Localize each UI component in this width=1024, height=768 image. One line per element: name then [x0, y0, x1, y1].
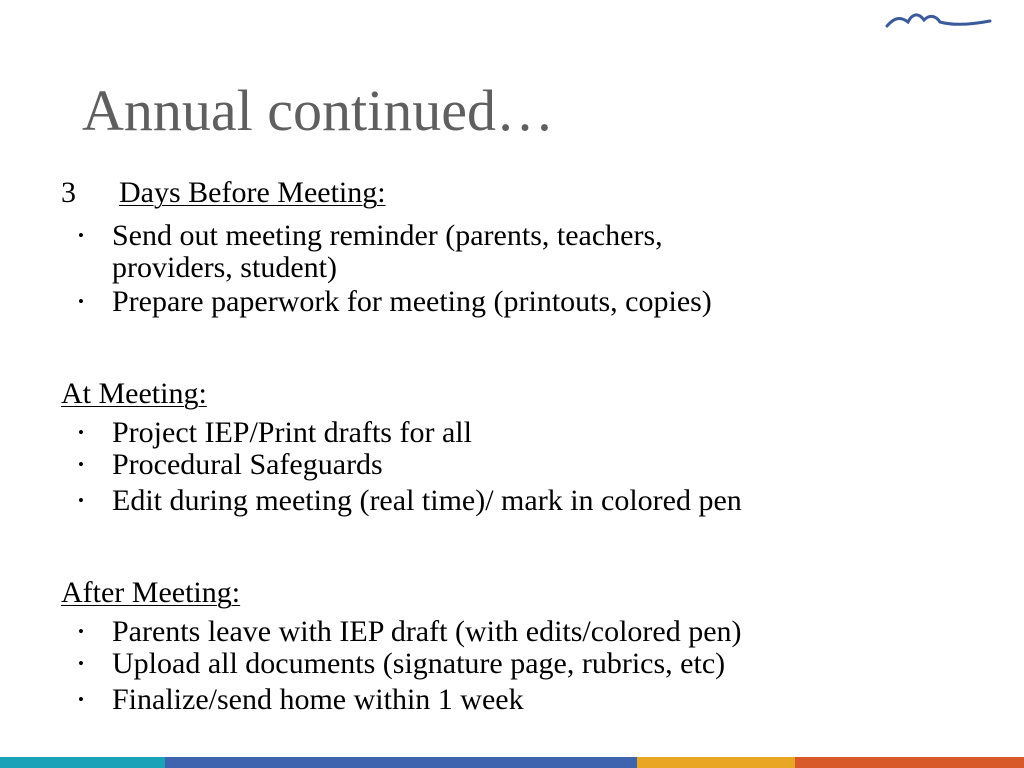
- footer-band-gold: [637, 757, 795, 768]
- section-heading-after-meeting: [61, 576, 240, 610]
- footer-band-orange: [795, 757, 1024, 768]
- list-item-line: Parents leave with IEP draft (with edits/colored pen): [112, 615, 742, 648]
- list-item: [78, 684, 524, 716]
- footer-band-teal: [0, 757, 165, 768]
- list-item-line: Prepare paperwork for meeting (printouts, copies): [112, 285, 712, 318]
- list-item: [78, 449, 383, 481]
- section-number: 3: [61, 176, 76, 209]
- list-item: [78, 616, 742, 648]
- list-item-line: providers, student): [112, 251, 337, 284]
- bullet-icon: •: [78, 423, 84, 442]
- bullet-icon: •: [78, 226, 84, 245]
- list-item-line: Upload all documents (signature page, rubrics, etc): [112, 647, 726, 680]
- list-item: [78, 220, 663, 284]
- section-heading-label: Days Before Meeting:: [119, 176, 386, 209]
- list-item: [78, 417, 472, 449]
- bullet-icon: •: [78, 690, 84, 709]
- bullet-icon: •: [78, 654, 84, 673]
- section-heading-label: At Meeting:: [61, 377, 207, 410]
- bullet-icon: •: [78, 622, 84, 641]
- list-item-line: Edit during meeting (real time)/ mark in colored pen: [112, 484, 742, 517]
- mountain-logo-icon: [884, 8, 994, 32]
- bullet-icon: •: [78, 491, 84, 510]
- section-heading-at-meeting: [61, 377, 207, 411]
- bullet-icon: •: [78, 455, 84, 474]
- list-item: [78, 648, 725, 680]
- list-item-line: Project IEP/Print drafts for all: [112, 416, 472, 449]
- list-item-line: Procedural Safeguards: [112, 448, 383, 481]
- section-heading-label: After Meeting:: [61, 576, 241, 609]
- section-heading-days-before: [61, 176, 386, 210]
- footer-band-blue: [165, 757, 637, 768]
- list-item: [78, 485, 742, 517]
- slide-title: Annual continued…: [82, 78, 554, 143]
- bullet-icon: •: [78, 292, 84, 311]
- list-item-line: Finalize/send home within 1 week: [112, 683, 524, 716]
- list-item-line: Send out meeting reminder (parents, teachers,: [112, 219, 663, 252]
- list-item: [78, 286, 712, 318]
